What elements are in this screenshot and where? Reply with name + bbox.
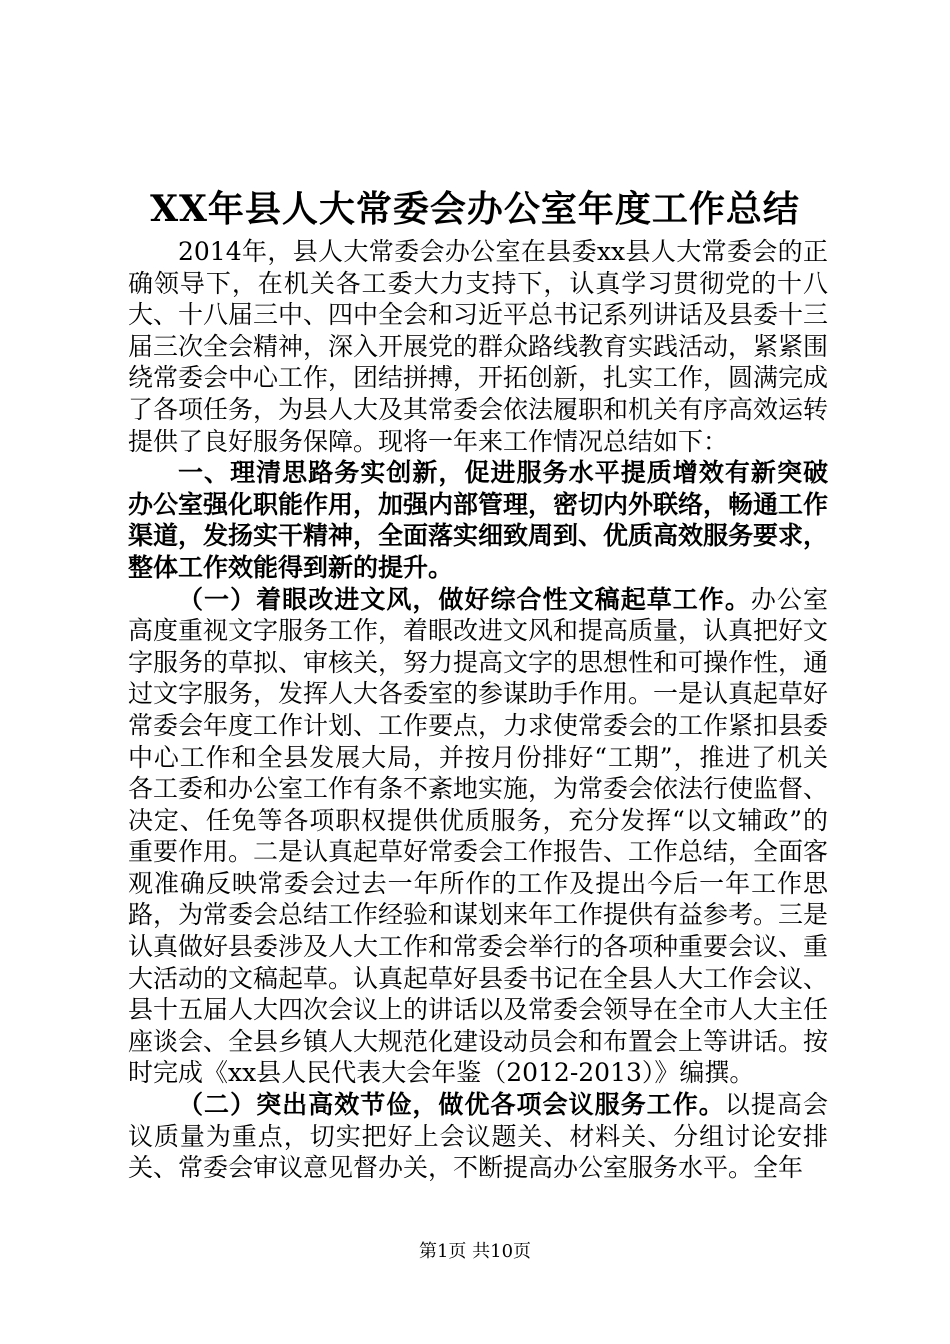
section-1-text: 办公室强化职能作用，加强内部管理，密切内外联络，畅通工作渠道，发扬实干精神，全面落实细致周到、优质高效服务要求，整体工作效能得到新的提升。 xyxy=(128,489,829,582)
page-footer: 第1页 共10页 xyxy=(418,1241,532,1262)
section-1-heading: 一、理清思路务实创新，促进服务水平提质增效有新突破 xyxy=(178,458,828,488)
item-2-paragraph xyxy=(128,1089,828,1184)
item-2-heading: （二）突出高效节俭，做优各项会议服务工作。 xyxy=(178,1090,725,1120)
item-1-heading: （一）着眼改进文风，做好综合性文稿起草工作。 xyxy=(178,584,751,614)
item-2-text: 以提高会议质量为重点，切实把好上会议题关、材料关、分组讨论安排关、常委会审议意见督办关，不断提高办公室服务水平。全年 xyxy=(128,1090,828,1183)
section-1-paragraph xyxy=(128,457,828,583)
item-1-paragraph xyxy=(128,584,828,1090)
item-1-text: 办公室高度重视文字服务工作，着眼改进文风和提高质量，认真把好文字服务的草拟、审核关，努力提高文字的思想性和可操作性，通过文字服务，发挥人大各委室的参谋助手作用。一是认真起草好常委会年度工作计划、工作要点，力求使常委会的工作紧扣县委中心工作和全县发展大局，并按月份排好“工期”，推进了机关各工委和办公室工作有条不紊地实施，为常委会依法行使监督、决定、任免等各项职权提供优质服务，充分发挥“以文辅政”的重要作用。二是认真起草好常委会工作报告、工作总结，全面客观准确反映常委会过去一年所作的工作及提出今后一年工作思路，为常委会总结工作经验和谋划来年工作提供有益参考。三是认真做好县委涉及人大工作和常委会举行的各项种重要会议、重大活动的文稿起草。认真起草好县委书记在全县人大工作会议、县十五届人大四次会议上的讲话以及常委会领导在全市人大主任座谈会、全县乡镇人大规范化建设动员会和布置会上等讲话。按时完成《xx县人民代表大会年鉴（2012-2013）》编撰。 xyxy=(128,584,829,1088)
document-body xyxy=(128,236,828,1184)
document-title: XX年县人大常委会办公室年度工作总结 xyxy=(150,188,800,230)
intro-paragraph: 2014年，县人大常委会办公室在县委xx县人大常委会的正确领导下，在机关各工委大力支持下，认真学习贯彻党的十八大、十八届三中、四中全会和习近平总书记系列讲话及县委十三届三次全会精神，深入开展党的群众路线教育实践活动，紧紧围绕常委会中心工作，团结拼搏，开拓创新，扎实工作，圆满完成了各项任务，为县人大及其常委会依法履职和机关有序高效运转提供了良好服务保障。现将一年来工作情况总结如下： xyxy=(128,237,829,456)
